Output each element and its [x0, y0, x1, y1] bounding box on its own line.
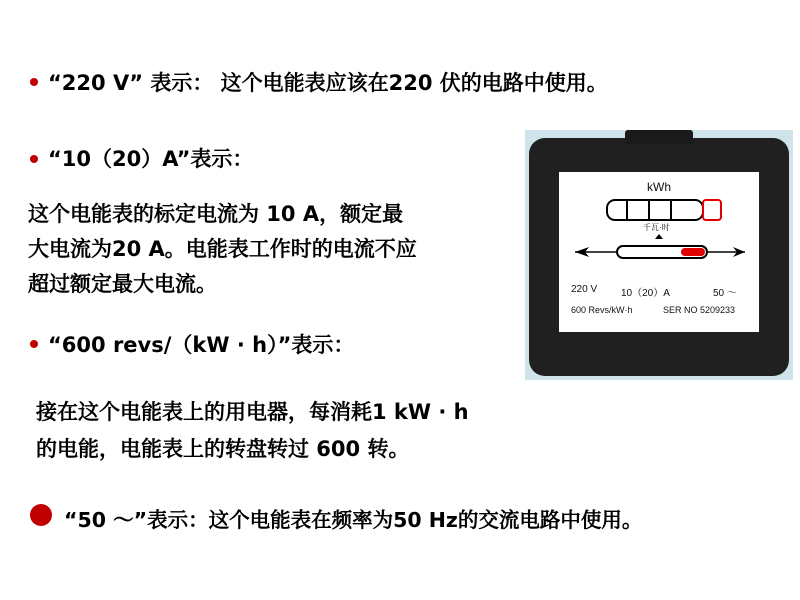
bullet-dot [30, 78, 38, 86]
paragraph-revs-line-1: 接在这个电能表上的用电器，每消耗1 kW · h [36, 400, 469, 424]
meter-register-label: 千瓦·时 [643, 223, 670, 232]
meter-unit-label: kWh [647, 180, 671, 194]
electricity-meter-image [525, 130, 793, 380]
paragraph-current-line-3: 超过额定最大电流。 [28, 272, 217, 296]
paragraph-current-line-1: 这个电能表的标定电流为 10 A，额定最 [28, 202, 404, 226]
meter-serial-number: SER NO 5209233 [663, 305, 736, 315]
meter-top-cap [625, 130, 693, 144]
text-line-current: “10（20）A”表示： [48, 147, 254, 171]
bullet-dot-large [30, 504, 52, 526]
meter-spec-voltage: 220 V [571, 284, 598, 295]
text-line-220v: “220 V” 表示： 这个电能表应该在220 伏的电路中使用。 [48, 71, 608, 95]
text-line-revs: “600 revs/（kW · h）”表示： [48, 333, 355, 357]
meter-disk-indicator [559, 234, 759, 264]
paragraph-revs-line-2: 的电能，电能表上的转盘转过 600 转。 [36, 437, 410, 461]
meter-spec-frequency: 50 ～ [713, 288, 737, 299]
meter-spec-revs: 600 Revs/kW·h [571, 305, 633, 315]
text-line-frequency: “50 ～”表示：这个电能表在频率为50 Hz的交流电路中使用。 [64, 508, 643, 532]
paragraph-current-line-2: 大电流为20 A。电能表工作时的电流不应 [28, 237, 417, 261]
meter-spec-current: 10（20）A [621, 288, 670, 299]
meter-face [559, 172, 759, 332]
bullet-dot [30, 340, 38, 348]
bullet-dot [30, 155, 38, 163]
